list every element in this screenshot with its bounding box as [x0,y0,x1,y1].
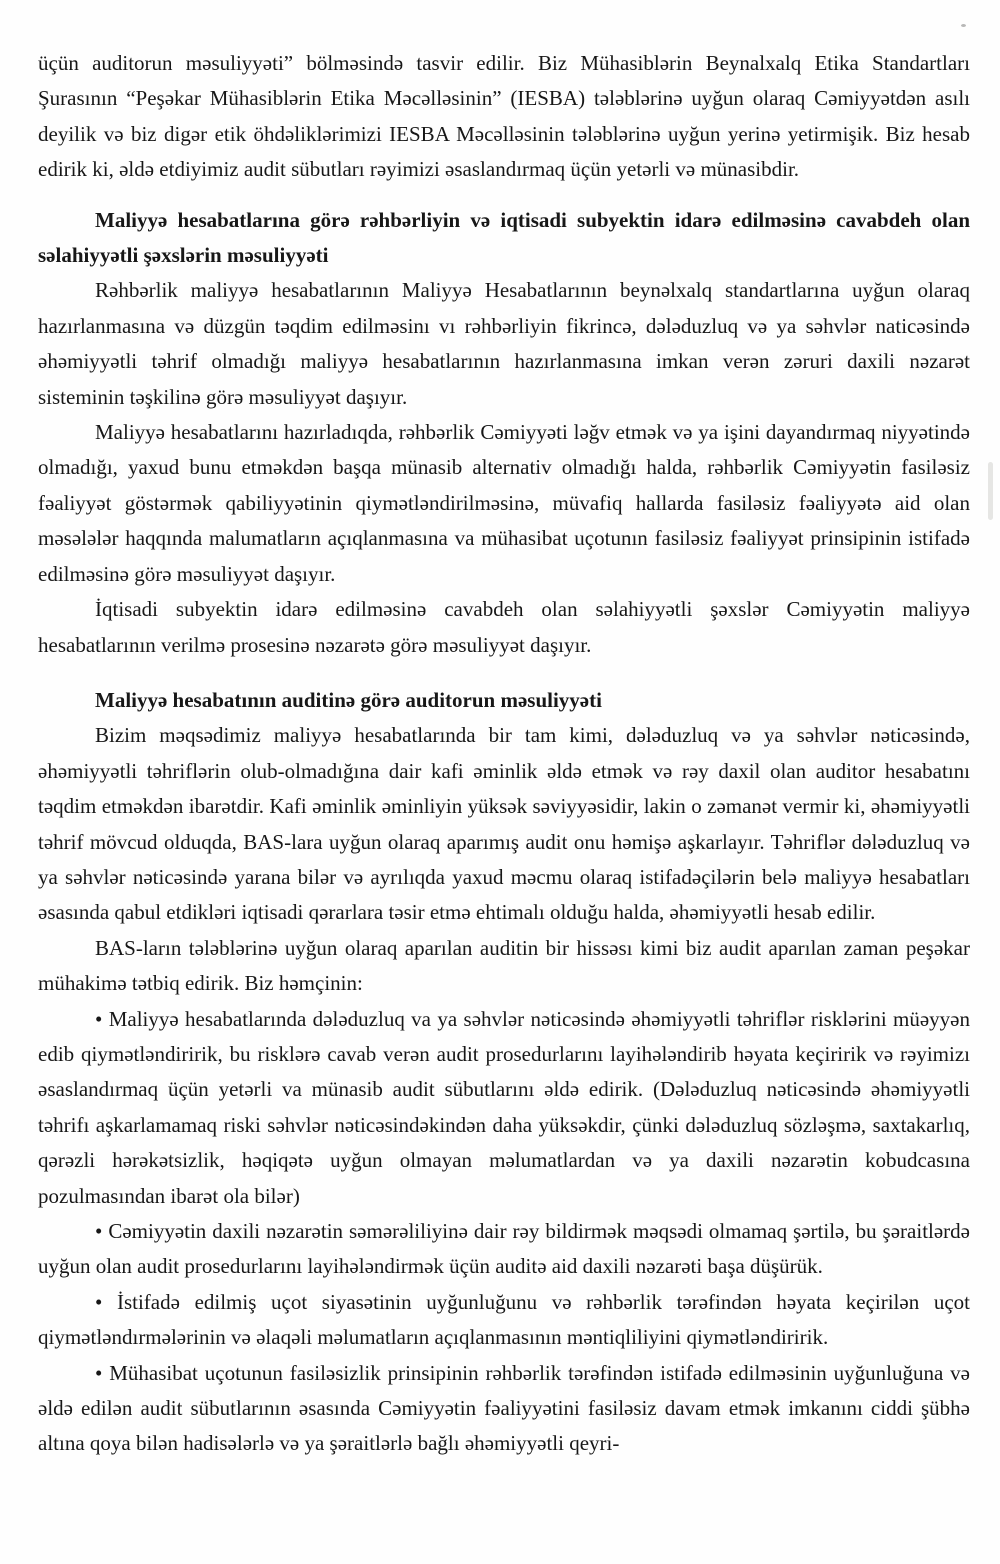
paragraph-going-concern-management: Maliyyə hesabatlarını hazırladıqda, rəhbərlik Cəmiyyəti ləğv etmək və ya işini dayandırmaq niyyətində olmadığı, yaxud bunu etməkdən başqa münasib alternativ olmadığı halda, rəhbərlik Cəmiyyətin fasiləsiz fəaliyyət göstərmək qabiliyyətinin qiymətləndirilməsinə, müvafiq hallarda fasiləsiz fəaliyyətə aid olan məsələlər haqqında malumatların açıqlanmasına va mühasibat uçotunın fasiləsiz fəaliyyət prinsipinin istifadə edilməsinə görə məsuliyyət daşıyır. [38,420,970,586]
paragraph-professional-judgement: BAS-ların tələblərinə uyğun olaraq aparılan auditin bir hissəsı kimi biz audit aparılan zaman peşəkar mühakimə tətbiq edirik. Biz həmçinin: [38,935,970,996]
paragraph-auditor-responsibility-continuation: üçün auditorun məsuliyyəti” bölməsində tasvir edilir. Biz Mühasiblərin Beynalxalq Etika Standartları Şurasının “Peşəkar Mühasiblərin Etika Məcəlləsinin” (IESBA) tələblərinə uyğun olaraq Cəmiyyətdən asılı deyilik və biz digər etik öhdəliklərimizi IESBA Məcəlləsinin tələblərinə uyğun yerinə yetirmişik. Biz hesab edirik ki, əldə etdiyimiz audit sübutları rəyimizi əsaslandırmaq üçün yetərli və münasibdir. [38,51,970,182]
bullet-item-internal-control: • Cəmiyyətin daxili nəzarətin səmərəliliyinə dair rəy bildirmək məqsədi olmamaq şərtilə, bu şəraitlərdə uyğun olan audit prosedurlarını layihələndirmək üçün auditə aid daxili nəzarəti başa düşürük. [38,1219,970,1279]
bullet-item-accounting-policies: • İstifadə edilmiş uçot siyasətinin uyğunluğunu və rəhbərlik tərəfindən həyata keçirilən uçot qiymətləndırmələrinin və əlaqəli məlumatların açıqlanmasının məntiqliliyini qiymətləndiririk. [38,1289,970,1350]
paragraph-audit-objective: Bizim məqsədimiz maliyyə hesabatlarında bir tam kimi, dələduzluq və ya səhvlər nəticəsində, əhəmiyyətli təhriflərin olub-olmadığına dair kafi əminlik əldə etmək və rəy daxil olan auditor hesabatını təqdim etməkdən ibarətdir. Kafi əminlik əminliyin yüksək səviyyəsidir, lakin o zəmanət vermir ki, əhəmiyyətli təhrif mövcud olduqda, BAS-lara uyğun olaraq aparımış audit onu həmişə aşkarlayır. Təhriflər dələduzluq və ya səhvlər nəticəsində yarana bilər və ayrılıqda yaxud məcmu olaraq istifadəçilərin belə maliyyə hesabatları əsasında qabul etdikləri iqtisadi qərarlara təsir etmə ehtimalı olduğu halda, əhəmiyyətli hesab edilir. [38,723,970,925]
bullet-item-going-concern-basis: • Mühasibat uçotunun fasiləsizlik prinsipinin rəhbərlik tərəfindən istifadə edilməsinin uyğunluğuna və əldə edilən audit sübutlarının əsasında Cəmiyyətin fəaliyyətini fasiləsiz davam etmək imkanını ciddi şübhə altına qoya bilən hadisələrlə və ya şəraitlərlə bağlı əhəmiyyətli qeyri- [38,1360,970,1456]
section-heading-management-responsibility: Maliyyə hesabatlarına görə rəhbərliyin və iqtisadi subyektin idarə edilməsinə cavabdeh olan səlahiyyətli şəxslərin məsuliyyəti [38,207,970,268]
scan-speck-artifact [961,24,966,27]
paragraph-management-prepares-statements: Rəhbərlik maliyyə hesabatlarının Maliyyə Hesabatlarının beynəlxalq standartlarına uyğun olaraq hazırlanmasına və düzgün təqdim edilməsinı vı rəhbərliyin fikrincə, dələduzluq və ya səhvlər naticəsində əhəmiyyətli təhrif olmadığı maliyyə hesabatlarının hazırlanmasına imkan verən zəruri daxili nəzarət sisteminin təşkilinə görə məsuliyyət daşıyır. [38,278,970,409]
scan-smudge-artifact [988,462,993,520]
paragraph-governance-oversight: İqtisadi subyektin idarə edilməsinə cavabdeh olan səlahiyyətli şəxslər Cəmiyyətin maliyyə hesabatlarının verilmə prosesinə nəzarətə görə məsuliyyət daşıyır. [38,597,970,657]
section-heading-auditor-responsibility: Maliyyə hesabatının auditinə görə auditorun məsuliyyəti [95,687,602,712]
bullet-item-risk-assessment: • Maliyyə hesabatlarında dələduzluq va ya səhvlər nəticəsində əhəmiyyətli təhriflər risklərini müəyyən edib qiymətləndiririk, bu risklərə cavab verən audit prosedurlarını layihələndirib həyata keçiririk və rəyimizı əsaslandırmaq üçün yetərli va münasib audit sübutlarını əldə edirik. (Dələduzluq nəticəsində əhəmiyyətli təhrifı aşkarlamamaq riski səhvlər nəticəsindəkindən daha yüksəkdir, çünki dələduzluq sözləşmə, saxtakarlıq, qərəzli hərəkətsizlik, həqiqətə uyğun olmayan məlumatlardan və ya daxili nəzarətin kobudcasına pozulmasından ibarət ola bilər) [38,1006,970,1208]
